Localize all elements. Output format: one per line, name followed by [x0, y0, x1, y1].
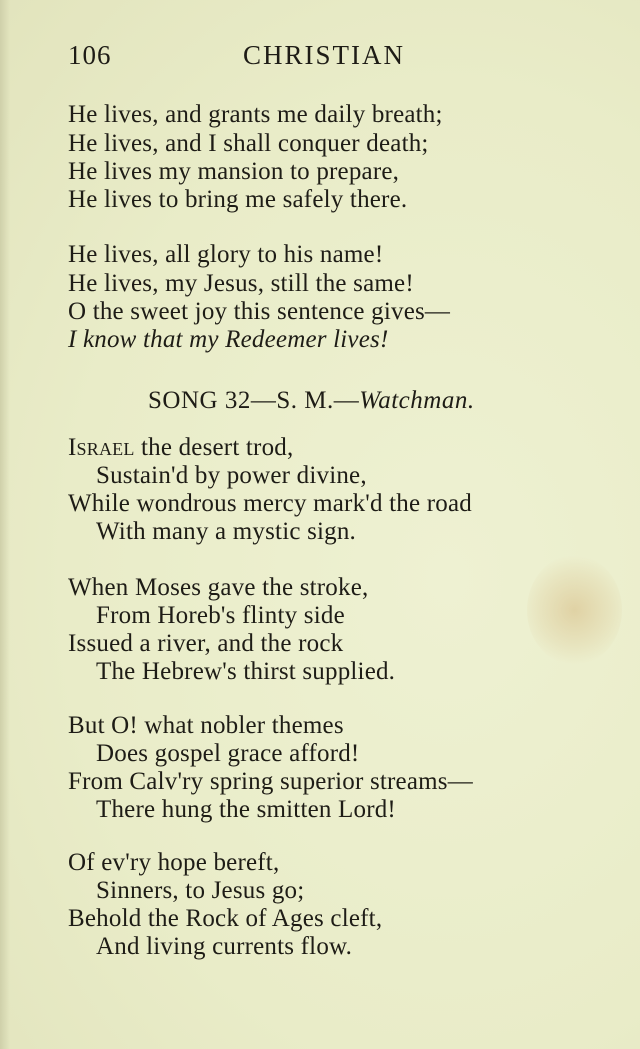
verse-line: He lives my mansion to prepare,	[68, 158, 400, 185]
verse-line: But O! what nobler themes	[68, 712, 344, 739]
verse-line: O the sweet joy this sentence gives—	[68, 298, 451, 325]
verse-line: Sustain'd by power divine,	[96, 462, 367, 489]
verse-line: Issued a river, and the rock	[68, 630, 344, 657]
verse-line-italic: I know that my Redeemer lives!	[68, 326, 389, 353]
first-word-smallcaps: Israel	[68, 434, 135, 461]
verse-line: He lives, and grants me daily breath;	[68, 101, 443, 128]
verse-line: He lives, and I shall conquer death;	[68, 130, 429, 157]
verse-line: He lives to bring me safely there.	[68, 186, 408, 213]
page-header	[68, 40, 600, 76]
running-title: CHRISTIAN	[243, 40, 406, 70]
verse-line: And living currents flow.	[96, 933, 353, 960]
verse-line: There hung the smitten Lord!	[96, 796, 396, 823]
verse-line: He lives, my Jesus, still the same!	[68, 270, 414, 297]
verse-line: When Moses gave the stroke,	[68, 574, 369, 601]
paper-stain	[527, 555, 622, 665]
verse-line	[68, 434, 293, 462]
verse-line: While wondrous mercy mark'd the road	[68, 490, 472, 517]
verse-line: Behold the Rock of Ages cleft,	[68, 905, 383, 932]
verse-line: With many a mystic sign.	[96, 518, 357, 545]
verse-line: The Hebrew's thirst supplied.	[96, 658, 396, 685]
verse-line: From Calv'ry spring superior streams—	[68, 768, 473, 795]
verse-line: Does gospel grace afford!	[96, 740, 360, 767]
verse-line: From Horeb's flinty side	[96, 602, 345, 629]
verse-line-rest: the desert trod,	[134, 434, 294, 461]
page-gutter-shadow	[0, 0, 10, 1049]
tune-name: Watchman.	[359, 387, 475, 414]
verse-line: Of ev'ry hope bereft,	[68, 849, 280, 876]
song-number-meter: SONG 32—S. M.—	[148, 387, 360, 414]
verse-line: He lives, all glory to his name!	[68, 241, 384, 268]
page-number: 106	[68, 40, 112, 70]
verse-line: Sinners, to Jesus go;	[96, 877, 305, 904]
song-heading	[148, 387, 475, 415]
